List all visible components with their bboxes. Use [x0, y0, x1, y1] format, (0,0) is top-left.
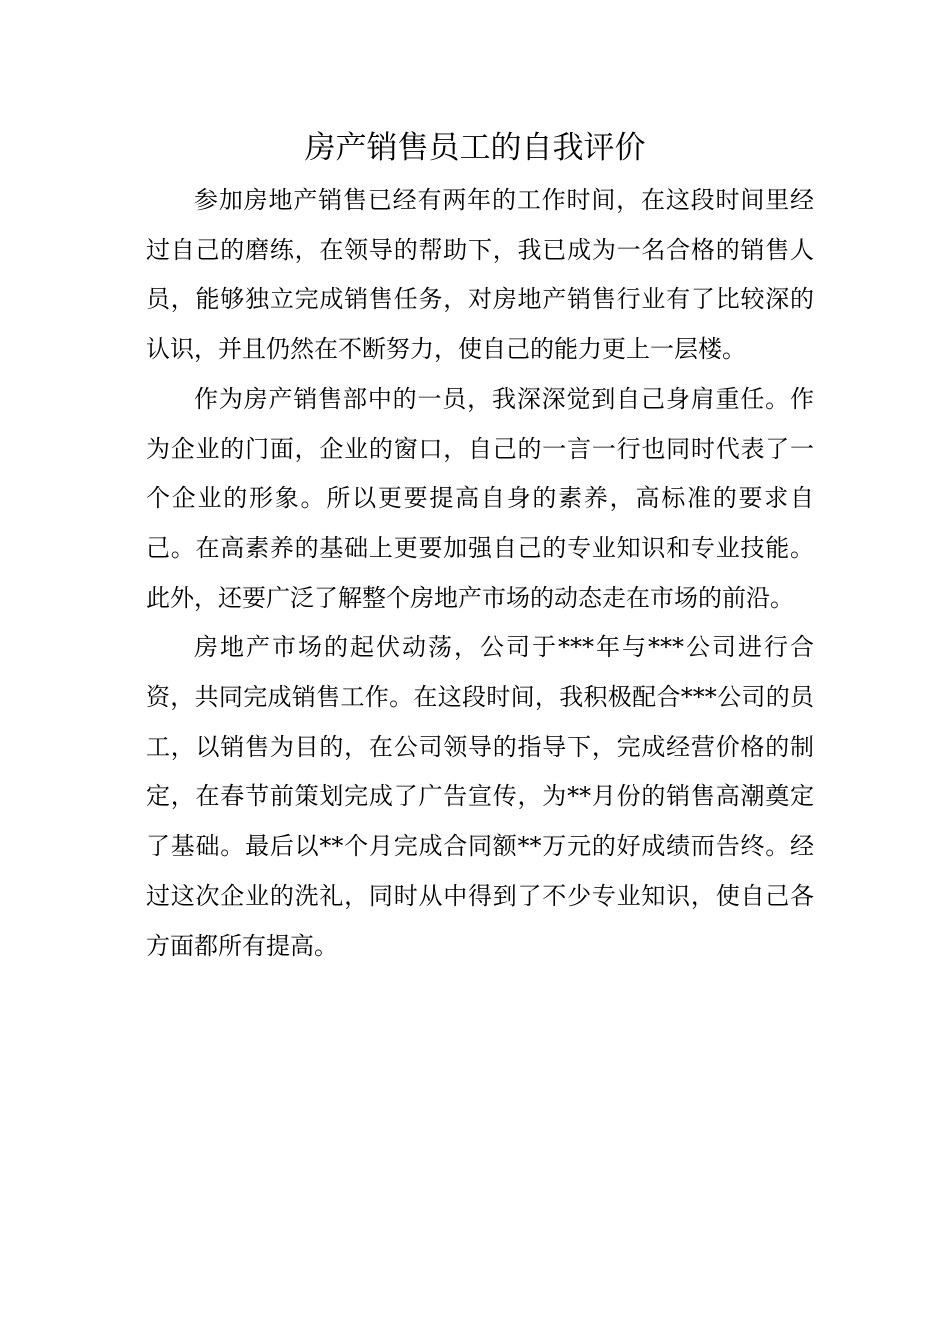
paragraph-2: 作为房产销售部中的一员，我深深觉到自己身肩重任。作为企业的门面，企业的窗口，自己的一言一行也同时代表了一个企业的形象。所以更要提高自身的素养，高标准的要求自己。在高素养的基础上更要加强自己的专业知识和专业技能。此外，还要广泛了解整个房地产市场的动态走在市场的前沿。	[146, 384, 814, 612]
document-title: 房产销售员工的自我评价	[304, 130, 646, 166]
paragraph-3: 房地产市场的起伏动荡，公司于***年与***公司进行合资，共同完成销售工作。在这段时间，我积极配合***公司的员工，以销售为目的，在公司领导的指导下，完成经营价格的制定，在春节前策划完成了广告宣传，为**月份的销售高潮奠定了基础。最后以**个月完成合同额**万元的好成绩而告终。经过这次企业的洗礼，同时从中得到了不少专业知识，使自己各方面都所有提高。	[146, 633, 814, 960]
paragraph-1: 参加房地产销售已经有两年的工作时间，在这段时间里经过自己的磨练，在领导的帮助下，我已成为一名合格的销售人员，能够独立完成销售任务，对房地产销售行业有了比较深的认识，并且仍然在不断努力，使自己的能力更上一层楼。	[146, 186, 814, 364]
document-body	[146, 176, 814, 971]
